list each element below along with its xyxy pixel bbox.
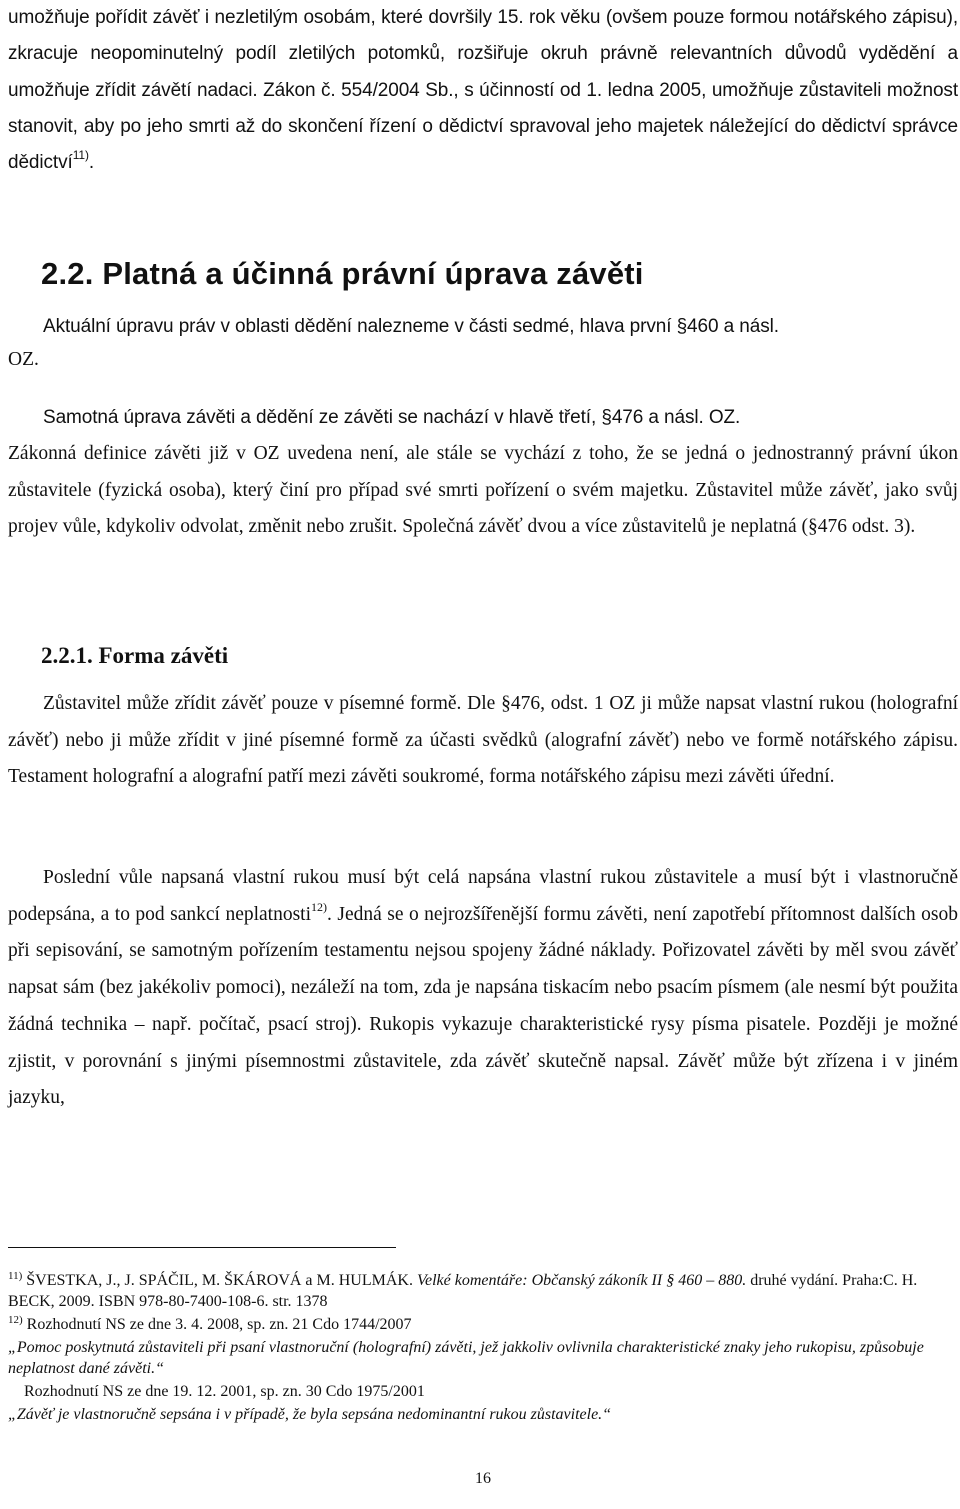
footnotes xyxy=(8,1270,958,1425)
page-number: 16 xyxy=(475,1470,491,1487)
paragraph-aktualni-oz: OZ. xyxy=(8,349,39,371)
footnote-separator xyxy=(8,1247,396,1248)
paragraph-aktualni-text: Aktuální úpravu práv v oblasti dědění nalezneme v části sedmé, hlava první §460 a násl. xyxy=(43,316,779,337)
paragraph-top-text: umožňuje pořídit závěť i nezletilým osobám, které dovršily 15. rok věku (ovšem pouze formou notářského zápisu), zkracuje neopominutelný podíl zletilých potomků, rozšiřuje okruh právně relevantních důvodů vydědění a umožňuje zřídit závětí nadaci. Zákon č. 554/2004 Sb., s účinností od 1. ledna 2005, umožňuje zůstaviteli možnost stanovit, aby po jeho smrti až do skončení řízení o dědictví spravoval jeho majetek náležející do dědictví správce dědictví$^{11)}$. xyxy=(8,7,959,174)
paragraph-top xyxy=(8,0,958,181)
section-sign: § xyxy=(676,316,688,337)
heading-2-2-1-block xyxy=(8,636,958,676)
footnote-12-quote-1: „Pomoc poskytnutá zůstaviteli při psaní vlastnoruční (holografní) závěti, jež jakkoliv ovlivnila charakteristické znaky jeho rukopisu, způsobuje neplatnost dané závěti.“ xyxy=(8,1339,924,1377)
paragraph-zakonna-text: Zákonná definice závěti již v OZ uvedena není, ale stále se vychází z toho, že se jedná o jednostranný právní úkon zůstavitele (fyzická osoba), který činí pro případ své smrti pořízení o svém majetku. Zůstavitel může závěť, jako svůj projev vůle, kdykoliv odvolat, změnit nebo zrušit. Společná závěť dvou a více zůstavitelů je neplatná (§476 odst. 3). xyxy=(8,443,958,537)
paragraph-posledni-text: Poslední vůle napsaná vlastní rukou musí být celá napsána vlastní rukou zůstavitele a musí být i vlastnoručně podepsána, a to pod sankcí neplatnosti$^{12)}$. Jedná se o nejrozšířenější formu závěti, není zapotřebí přítomnost dalších osob při sepisování, se samotným pořízením testamentu nejsou spojeny žádné náklady. Pořizovatel závěti by měl svou závěť napsat sám (bez jakékoliv pomoci), nezáleží na tom, zda je napsána tiskacím nebo psacím písmem (ale nesmí být použita žádná technika – např. počítač, psací stroj). Rukopis vykazuje charakteristické rysy písma pisatele. Později je možné zjistit, v porovnání s jinými písemnostmi zůstavitele, zda závěť skutečně napsal. Závěť může být zřízena i v jiném jazyku, xyxy=(8,867,958,1109)
section-heading-2-2-1: 2.2.1. Forma závěti xyxy=(41,643,229,668)
section-sign: § xyxy=(808,515,818,537)
footnote-12-ruling-2: Rozhodnutí NS ze dne 19. 12. 2001, sp. zn. 30 Cdo 1975/2001 xyxy=(24,1383,425,1400)
footnote-12-quote-2: „Závěť je vlastnoručně sepsána i v případě, že byla sepsána nedominantní rukou zůstavitele.“ xyxy=(8,1406,612,1423)
paragraph-top-line1: umožňuje pořídit závěť i nezletilým osobám, které dovršily 15. rok věku (ovšem pouze formou notářského zápisu), zkracuje neopominutelný podíl zletilých potomků, rozšiřuje okruh právně relevantních důvodů vydědění a umožňuje zřídit závětí nadaci. Zákon č. 554/2004 Sb., xyxy=(8,7,958,101)
footnote-ref-12[interactable]: 12) xyxy=(311,899,328,914)
paragraph-posledni xyxy=(8,860,958,1117)
section-sign: § xyxy=(501,693,511,714)
footnote-ref-11[interactable]: 11) xyxy=(72,148,89,163)
footnote-11: $^{11)}$ ŠVESTKA, J., J. SPÁČIL, M. ŠKÁROVÁ a M. HULMÁK. Velké komentáře: Občanský zákoník II § 460 – 880. druhé vydání. Praha:C. H. BECK, 2009. ISBN 978-80-7400-108-6. str. 1378 xyxy=(8,1270,918,1310)
heading-2-2-block xyxy=(8,254,958,294)
section-heading-2-2: 2.2. Platná a účinná právní úprava závěti xyxy=(41,256,644,291)
paragraph-samotna xyxy=(8,400,958,545)
paragraph-forma-text: Zůstavitel může zřídit závěť pouze v písemné formě. Dle §476, odst. 1 OZ ji může napsat vlastní rukou (holografní závěť) nebo ji může zřídit v jiné písemné formě za účasti svědků (alografní závěť) nebo ve formě notářského zápisu. Testament holografní a alografní patří mezi závěti soukromé, forma notářského zápisu mezi závěti úřední. xyxy=(8,693,959,787)
footnote-12: $^{12)}$ Rozhodnutí NS ze dne 3. 4. 2008, sp. zn. 21 Cdo 1744/2007 xyxy=(8,1314,412,1333)
paragraph-forma xyxy=(8,686,958,796)
paragraph-samotna-text: Samotná úprava závěti a dědění ze závěti se nachází v hlavě třetí, §476 a násl. OZ. xyxy=(43,407,741,428)
paragraph-aktualni xyxy=(8,309,958,379)
paragraph-top-line2: s účinností od 1. ledna 2005, umožňuje zůstaviteli možnost stanovit, aby po jeho smrti až do skončení řízení o dědictví spravoval jeho majetek náležející do dědictví správce dědictví xyxy=(8,79,959,174)
section-sign: § xyxy=(601,407,612,428)
